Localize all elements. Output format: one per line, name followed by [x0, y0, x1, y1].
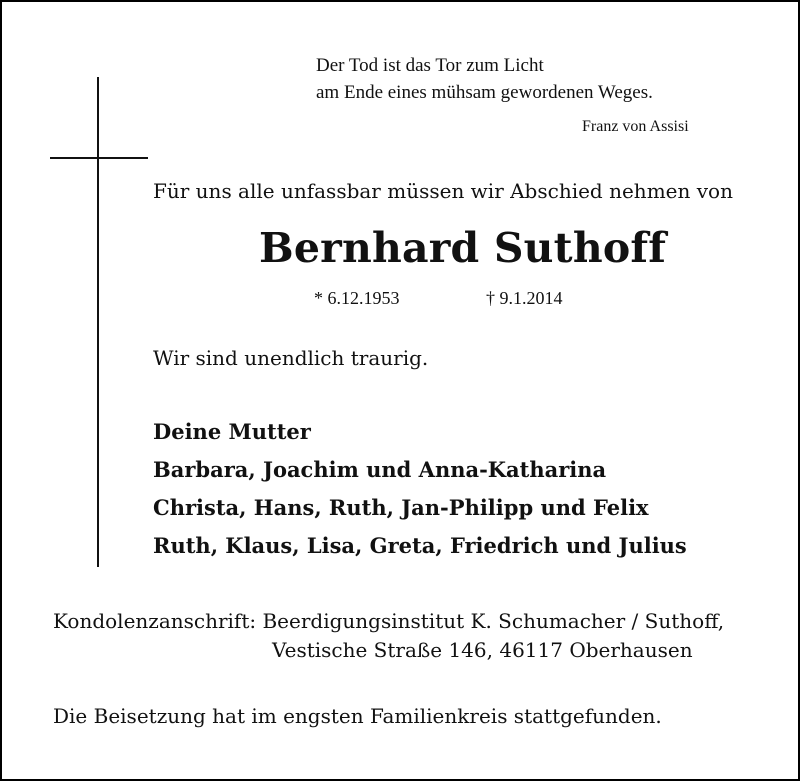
quote-line-1: Der Tod ist das Tor zum Licht	[316, 55, 544, 76]
deceased-name: Bernhard Suthoff	[259, 224, 667, 272]
cross-icon-vertical	[97, 77, 99, 567]
intro-text: Für uns alle unfassbar müssen wir Abschied nehmen von	[153, 179, 733, 203]
burial-note: Die Beisetzung hat im engsten Familienkreis stattgefunden.	[53, 704, 662, 728]
mourner-line: Deine Mutter	[153, 419, 311, 444]
birth-date: * 6.12.1953	[314, 288, 400, 308]
mourner-line: Barbara, Joachim und Anna-Katharina	[153, 457, 607, 482]
sentiment-text: Wir sind unendlich traurig.	[153, 346, 429, 370]
death-date: † 9.1.2014	[486, 288, 563, 308]
condolence-address-line-2: Vestische Straße 146, 46117 Oberhausen	[272, 638, 693, 662]
mourner-line: Christa, Hans, Ruth, Jan-Philipp und Felix	[153, 495, 649, 520]
cross-icon-horizontal	[50, 157, 148, 159]
condolence-address-line-1: Kondolenzanschrift: Beerdigungsinstitut K. Schumacher / Suthoff,	[53, 609, 725, 633]
quote-author: Franz von Assisi	[582, 118, 689, 135]
quote-line-2: am Ende eines mühsam gewordenen Weges.	[316, 82, 653, 103]
mourner-line: Ruth, Klaus, Lisa, Greta, Friedrich und Julius	[153, 533, 687, 558]
